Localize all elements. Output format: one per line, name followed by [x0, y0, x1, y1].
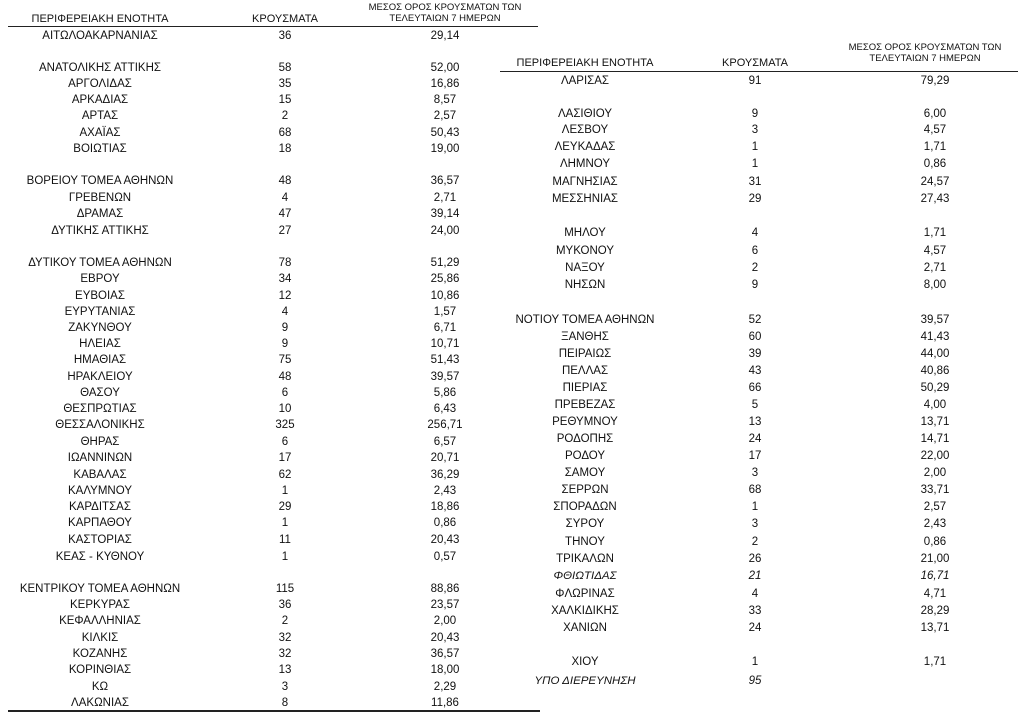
right-avg-cell: 2,57 [923, 501, 947, 513]
left-cases-cell: 9 [281, 338, 289, 350]
left-avg-cell: 50,43 [430, 127, 460, 139]
left-cases-cell: 17 [278, 452, 292, 464]
left-cases-cell: 325 [275, 419, 295, 431]
right-cases-cell: 24 [748, 433, 762, 445]
left-cases-cell: 3 [281, 681, 289, 693]
left-cases-cell: 6 [281, 436, 289, 448]
left-cases-cell: 1 [281, 517, 289, 529]
left-region-cell: ΖΑΚΥΝΘΟΥ [68, 322, 132, 334]
right-region-cell: ΡΟΔΟΥ [564, 450, 606, 462]
left-region-cell: ΚΕΡΚΥΡΑΣ [70, 599, 130, 611]
left-avg-cell: 36,57 [430, 648, 460, 660]
left-cases-cell: 13 [278, 664, 292, 676]
right-avg-cell: 0,86 [923, 158, 947, 170]
left-cases-cell: 6 [281, 387, 289, 399]
left-avg-cell: 6,43 [433, 403, 457, 415]
left-cases-cell: 36 [278, 30, 292, 42]
left-cases-cell: 10 [278, 403, 292, 415]
right-region-cell: ΛΕΥΚΑΔΑΣ [554, 141, 616, 153]
right-region-cell: ΠΕΛΛΑΣ [561, 365, 609, 377]
left-cases-cell: 1 [281, 485, 289, 497]
right-region-cell: ΝΟΤΙΟΥ ΤΟΜΕΑ ΑΘΗΝΩΝ [515, 314, 655, 326]
left-cases-cell: 35 [278, 78, 292, 90]
left-avg-cell: 0,86 [433, 517, 457, 529]
left-region-cell: ΚΩ [91, 681, 109, 693]
left-header-avg-line2: ΤΕΛΕΥΤΑΙΩΝ 7 ΗΜΕΡΩΝ [389, 13, 501, 24]
right-avg-cell: 1,71 [923, 227, 947, 239]
left-region-cell: ΔΥΤΙΚΗΣ ΑΤΤΙΚΗΣ [51, 225, 149, 237]
left-cases-cell: 32 [278, 632, 292, 644]
left-region-cell: ΑΙΤΩΛΟΑΚΑΡΝΑΝΙΑΣ [42, 30, 158, 42]
right-region-cell: ΛΕΣΒΟΥ [561, 124, 609, 136]
right-region-cell: ΣΕΡΡΩΝ [561, 484, 609, 496]
left-region-cell: ΑΡΚΑΔΙΑΣ [71, 94, 129, 106]
right-avg-cell: 40,86 [920, 365, 950, 377]
right-avg-cell: 13,71 [920, 622, 950, 634]
left-avg-cell: 24,00 [430, 225, 460, 237]
right-cases-cell: 52 [748, 314, 762, 326]
left-avg-cell: 18,00 [430, 664, 460, 676]
right-region-cell: ΡΕΘΥΜΝΟΥ [552, 416, 618, 428]
left-avg-cell: 2,43 [433, 485, 457, 497]
left-region-cell: ΗΛΕΙΑΣ [79, 338, 121, 350]
right-region-cell: ΛΑΣΙΘΙΟΥ [557, 108, 613, 120]
right-avg-cell: 4,57 [923, 245, 947, 257]
left-region-cell: ΑΝΑΤΟΛΙΚΗΣ ΑΤΤΙΚΗΣ [38, 62, 161, 74]
right-region-cell: ΣΠΟΡΑΔΩΝ [553, 501, 617, 513]
left-avg-cell: 88,86 [430, 583, 460, 595]
right-region-cell: ΧΑΝΙΩΝ [563, 622, 607, 634]
left-region-cell: ΕΥΡΥΤΑΝΙΑΣ [64, 306, 136, 318]
right-cases-cell: 31 [748, 176, 762, 188]
right-region-cell: ΜΑΓΝΗΣΙΑΣ [552, 176, 618, 188]
left-bottom-rule [8, 710, 540, 712]
right-region-cell: ΛΑΡΙΣΑΣ [560, 75, 610, 87]
left-cases-cell: 4 [281, 306, 289, 318]
left-avg-cell: 10,86 [430, 290, 460, 302]
right-region-cell: ΜΥΚΟΝΟΥ [555, 245, 615, 257]
right-cases-cell: 91 [748, 75, 762, 87]
right-cases-cell: 33 [748, 605, 762, 617]
left-cases-cell: 18 [278, 143, 292, 155]
right-cases-cell: 9 [751, 279, 759, 291]
right-avg-cell: 39,57 [920, 314, 950, 326]
left-cases-cell: 2 [281, 615, 289, 627]
right-avg-cell: 33,71 [920, 484, 950, 496]
left-region-cell: ΔΡΑΜΑΣ [76, 208, 124, 220]
left-region-cell: ΚΕΑΣ - ΚΥΘΝΟΥ [55, 551, 145, 563]
right-avg-cell: 44,00 [920, 348, 950, 360]
right-region-cell: ΝΗΣΩΝ [564, 279, 606, 291]
right-header-avg-line2: ΤΕΛΕΥΤΑΙΩΝ 7 ΗΜΕΡΩΝ [869, 53, 981, 64]
left-region-cell: ΓΡΕΒΕΝΩΝ [68, 192, 132, 204]
right-region-cell: ΡΟΔΟΠΗΣ [556, 433, 614, 445]
right-avg-cell: 79,29 [920, 75, 950, 87]
left-cases-cell: 8 [281, 697, 289, 709]
right-avg-cell: 21,00 [920, 553, 950, 565]
right-region-cell: ΜΗΛΟΥ [564, 227, 606, 239]
right-cases-cell: 60 [748, 331, 762, 343]
left-cases-cell: 48 [278, 371, 292, 383]
left-region-cell: ΘΗΡΑΣ [80, 436, 120, 448]
right-cases-cell: 95 [748, 675, 762, 687]
right-region-cell: ΥΠΟ ΔΙΕΡΕΥΝΗΣΗ [534, 675, 636, 687]
left-avg-cell: 0,57 [433, 551, 457, 563]
right-cases-cell: 5 [751, 399, 759, 411]
right-region-cell: ΞΑΝΘΗΣ [561, 331, 609, 343]
right-avg-cell: 27,43 [920, 193, 950, 205]
left-region-cell: ΚΑΒΑΛΑΣ [73, 469, 127, 481]
right-region-cell: ΤΗΝΟΥ [565, 536, 605, 548]
left-avg-cell: 36,57 [430, 175, 460, 187]
left-avg-cell: 36,29 [430, 469, 460, 481]
left-region-cell: ΚΑΡΠΑΘΟΥ [68, 517, 132, 529]
left-cases-cell: 48 [278, 175, 292, 187]
right-cases-cell: 4 [751, 588, 759, 600]
right-region-cell: ΝΑΞΟΥ [565, 262, 605, 274]
left-avg-cell: 19,00 [430, 143, 460, 155]
left-avg-cell: 1,57 [433, 306, 457, 318]
right-avg-cell: 16,71 [920, 570, 950, 582]
right-region-cell: ΠΡΕΒΕΖΑΣ [554, 399, 616, 411]
left-avg-cell: 20,71 [430, 452, 460, 464]
right-cases-cell: 3 [751, 467, 759, 479]
right-cases-cell: 2 [751, 536, 759, 548]
right-region-cell: ΜΕΣΣΗΝΙΑΣ [551, 193, 619, 205]
left-avg-cell: 51,43 [430, 354, 460, 366]
right-avg-cell: 4,00 [923, 399, 947, 411]
right-region-cell: ΠΙΕΡΙΑΣ [562, 382, 608, 394]
left-region-cell: ΚΕΝΤΡΙΚΟΥ ΤΟΜΕΑ ΑΘΗΝΩΝ [19, 583, 181, 595]
right-avg-cell: 4,71 [923, 588, 947, 600]
left-header-rule [8, 26, 538, 27]
left-cases-cell: 9 [281, 322, 289, 334]
left-region-cell: ΚΟΡΙΝΘΙΑΣ [68, 664, 132, 676]
right-cases-cell: 66 [748, 382, 762, 394]
left-avg-cell: 20,43 [430, 632, 460, 644]
left-avg-cell: 11,86 [431, 697, 459, 709]
left-region-cell: ΗΜΑΘΙΑΣ [73, 354, 127, 366]
left-cases-cell: 62 [278, 469, 292, 481]
left-cases-cell: 78 [278, 257, 292, 269]
left-region-cell: ΕΥΒΟΙΑΣ [75, 290, 125, 302]
left-cases-cell: 4 [281, 192, 289, 204]
left-region-cell: ΗΡΑΚΛΕΙΟΥ [67, 371, 133, 383]
left-cases-cell: 58 [278, 62, 292, 74]
right-region-cell: ΣΥΡΟΥ [565, 518, 605, 530]
left-region-cell: ΚΑΣΤΟΡΙΑΣ [68, 534, 132, 546]
left-avg-cell: 2,29 [433, 681, 457, 693]
left-cases-cell: 27 [278, 225, 292, 237]
left-avg-cell: 29,14 [430, 30, 460, 42]
left-cases-cell: 11 [279, 534, 291, 546]
left-region-cell: ΒΟΡΕΙΟΥ ΤΟΜΕΑ ΑΘΗΝΩΝ [26, 175, 174, 187]
right-cases-cell: 39 [748, 348, 762, 360]
right-header-region: ΠΕΡΙΦΕΡΕΙΑΚΗ ΕΝΟΤΗΤΑ [516, 57, 654, 69]
left-header-avg-line1: ΜΕΣΟΣ ΟΡΟΣ ΚΡΟΥΣΜΑΤΩΝ ΤΩΝ [368, 2, 522, 13]
left-cases-cell: 75 [278, 354, 292, 366]
left-region-cell: ΑΧΑΪΑΣ [79, 127, 121, 139]
right-cases-cell: 68 [748, 484, 762, 496]
right-cases-cell: 21 [748, 570, 762, 582]
right-avg-cell: 14,71 [920, 433, 950, 445]
left-region-cell: ΚΑΛΥΜΝΟΥ [68, 485, 132, 497]
left-cases-cell: 12 [278, 290, 292, 302]
left-avg-cell: 2,57 [433, 110, 457, 122]
left-cases-cell: 115 [275, 583, 295, 595]
right-avg-cell: 24,57 [920, 176, 950, 188]
right-avg-cell: 8,00 [923, 279, 947, 291]
left-avg-cell: 8,57 [433, 94, 457, 106]
left-region-cell: ΔΥΤΙΚΟΥ ΤΟΜΕΑ ΑΘΗΝΩΝ [28, 257, 172, 269]
right-cases-cell: 2 [751, 262, 759, 274]
right-cases-cell: 1 [751, 656, 759, 668]
right-header-avg-line1: ΜΕΣΟΣ ΟΡΟΣ ΚΡΟΥΣΜΑΤΩΝ ΤΩΝ [848, 42, 1002, 53]
right-avg-cell: 2,00 [923, 467, 947, 479]
left-region-cell: ΚΙΛΚΙΣ [81, 632, 119, 644]
right-region-cell: ΤΡΙΚΑΛΩΝ [556, 553, 614, 565]
left-region-cell: ΑΡΤΑΣ [81, 110, 119, 122]
right-region-cell: ΧΑΛΚΙΔΙΚΗΣ [551, 605, 619, 617]
right-avg-cell: 28,29 [920, 605, 950, 617]
left-cases-cell: 36 [278, 599, 292, 611]
left-region-cell: ΑΡΓΟΛΙΔΑΣ [68, 78, 132, 90]
left-avg-cell: 25,86 [430, 273, 460, 285]
left-cases-cell: 32 [278, 648, 292, 660]
right-cases-cell: 9 [751, 108, 759, 120]
right-cases-cell: 43 [748, 365, 762, 377]
left-region-cell: ΘΕΣΠΡΩΤΙΑΣ [63, 403, 137, 415]
right-cases-cell: 24 [748, 622, 762, 634]
left-cases-cell: 15 [278, 94, 292, 106]
left-header-cases: ΚΡΟΥΣΜΑΤΑ [252, 13, 318, 25]
left-avg-cell: 39,57 [430, 371, 460, 383]
right-cases-cell: 17 [748, 450, 762, 462]
left-region-cell: ΛΑΚΩΝΙΑΣ [71, 697, 129, 709]
left-cases-cell: 29 [278, 501, 292, 513]
right-header-rule [500, 71, 1018, 72]
left-avg-cell: 16,86 [430, 78, 460, 90]
left-cases-cell: 68 [278, 127, 292, 139]
left-cases-cell: 34 [278, 273, 292, 285]
left-header-region: ΠΕΡΙΦΕΡΕΙΑΚΗ ΕΝΟΤΗΤΑ [31, 13, 169, 25]
right-avg-cell: 0,86 [923, 536, 947, 548]
left-cases-cell: 47 [278, 208, 292, 220]
right-avg-cell: 41,43 [920, 331, 950, 343]
right-cases-cell: 3 [751, 124, 759, 136]
right-region-cell: ΛΗΜΝΟΥ [559, 158, 611, 170]
left-avg-cell: 23,57 [430, 599, 460, 611]
right-cases-cell: 4 [751, 227, 759, 239]
left-region-cell: ΒΟΙΩΤΙΑΣ [73, 143, 127, 155]
left-region-cell: ΙΩΑΝΝΙΝΩΝ [67, 452, 133, 464]
left-cases-cell: 1 [281, 551, 289, 563]
right-region-cell: ΠΕΙΡΑΙΩΣ [558, 348, 612, 360]
left-region-cell: ΚΕΦΑΛΛΗΝΙΑΣ [59, 615, 141, 627]
left-avg-cell: 18,86 [430, 501, 460, 513]
right-cases-cell: 13 [748, 416, 762, 428]
right-cases-cell: 3 [751, 518, 759, 530]
left-region-cell: ΘΕΣΣΑΛΟΝΙΚΗΣ [55, 419, 145, 431]
right-cases-cell: 29 [748, 193, 762, 205]
right-avg-cell: 13,71 [920, 416, 950, 428]
right-avg-cell: 1,71 [923, 141, 947, 153]
left-avg-cell: 10,71 [430, 338, 460, 350]
left-cases-cell: 2 [281, 110, 289, 122]
right-avg-cell: 50,29 [920, 382, 950, 394]
right-cases-cell: 26 [748, 553, 762, 565]
left-avg-cell: 20,43 [430, 534, 460, 546]
left-region-cell: ΕΒΡΟΥ [80, 273, 120, 285]
right-avg-cell: 4,57 [923, 124, 947, 136]
left-avg-cell: 2,71 [433, 192, 457, 204]
right-avg-cell: 22,00 [920, 450, 950, 462]
left-region-cell: ΚΟΖΑΝΗΣ [72, 648, 128, 660]
left-avg-cell: 39,14 [430, 208, 460, 220]
right-header-cases: ΚΡΟΥΣΜΑΤΑ [722, 57, 788, 69]
right-region-cell: ΦΛΩΡΙΝΑΣ [555, 588, 615, 600]
right-cases-cell: 1 [751, 501, 759, 513]
left-avg-cell: 51,29 [430, 257, 460, 269]
left-avg-cell: 5,86 [433, 387, 457, 399]
left-avg-cell: 6,57 [433, 436, 457, 448]
left-avg-cell: 256,71 [427, 419, 463, 431]
right-region-cell: ΦΘΙΩΤΙΔΑΣ [553, 570, 617, 582]
left-region-cell: ΘΑΣΟΥ [80, 387, 120, 399]
right-avg-cell: 6,00 [923, 108, 947, 120]
right-avg-cell: 2,71 [923, 262, 947, 274]
left-region-cell: ΚΑΡΔΙΤΣΑΣ [69, 501, 131, 513]
right-cases-cell: 1 [751, 141, 759, 153]
right-avg-cell: 2,43 [923, 518, 947, 530]
left-avg-cell: 6,71 [433, 322, 457, 334]
right-region-cell: ΧΙΟΥ [571, 656, 599, 668]
left-avg-cell: 2,00 [433, 615, 457, 627]
right-region-cell: ΣΑΜΟΥ [564, 467, 606, 479]
right-avg-cell: 1,71 [923, 656, 947, 668]
right-cases-cell: 1 [751, 158, 759, 170]
right-cases-cell: 6 [751, 245, 759, 257]
left-avg-cell: 52,00 [430, 62, 460, 74]
